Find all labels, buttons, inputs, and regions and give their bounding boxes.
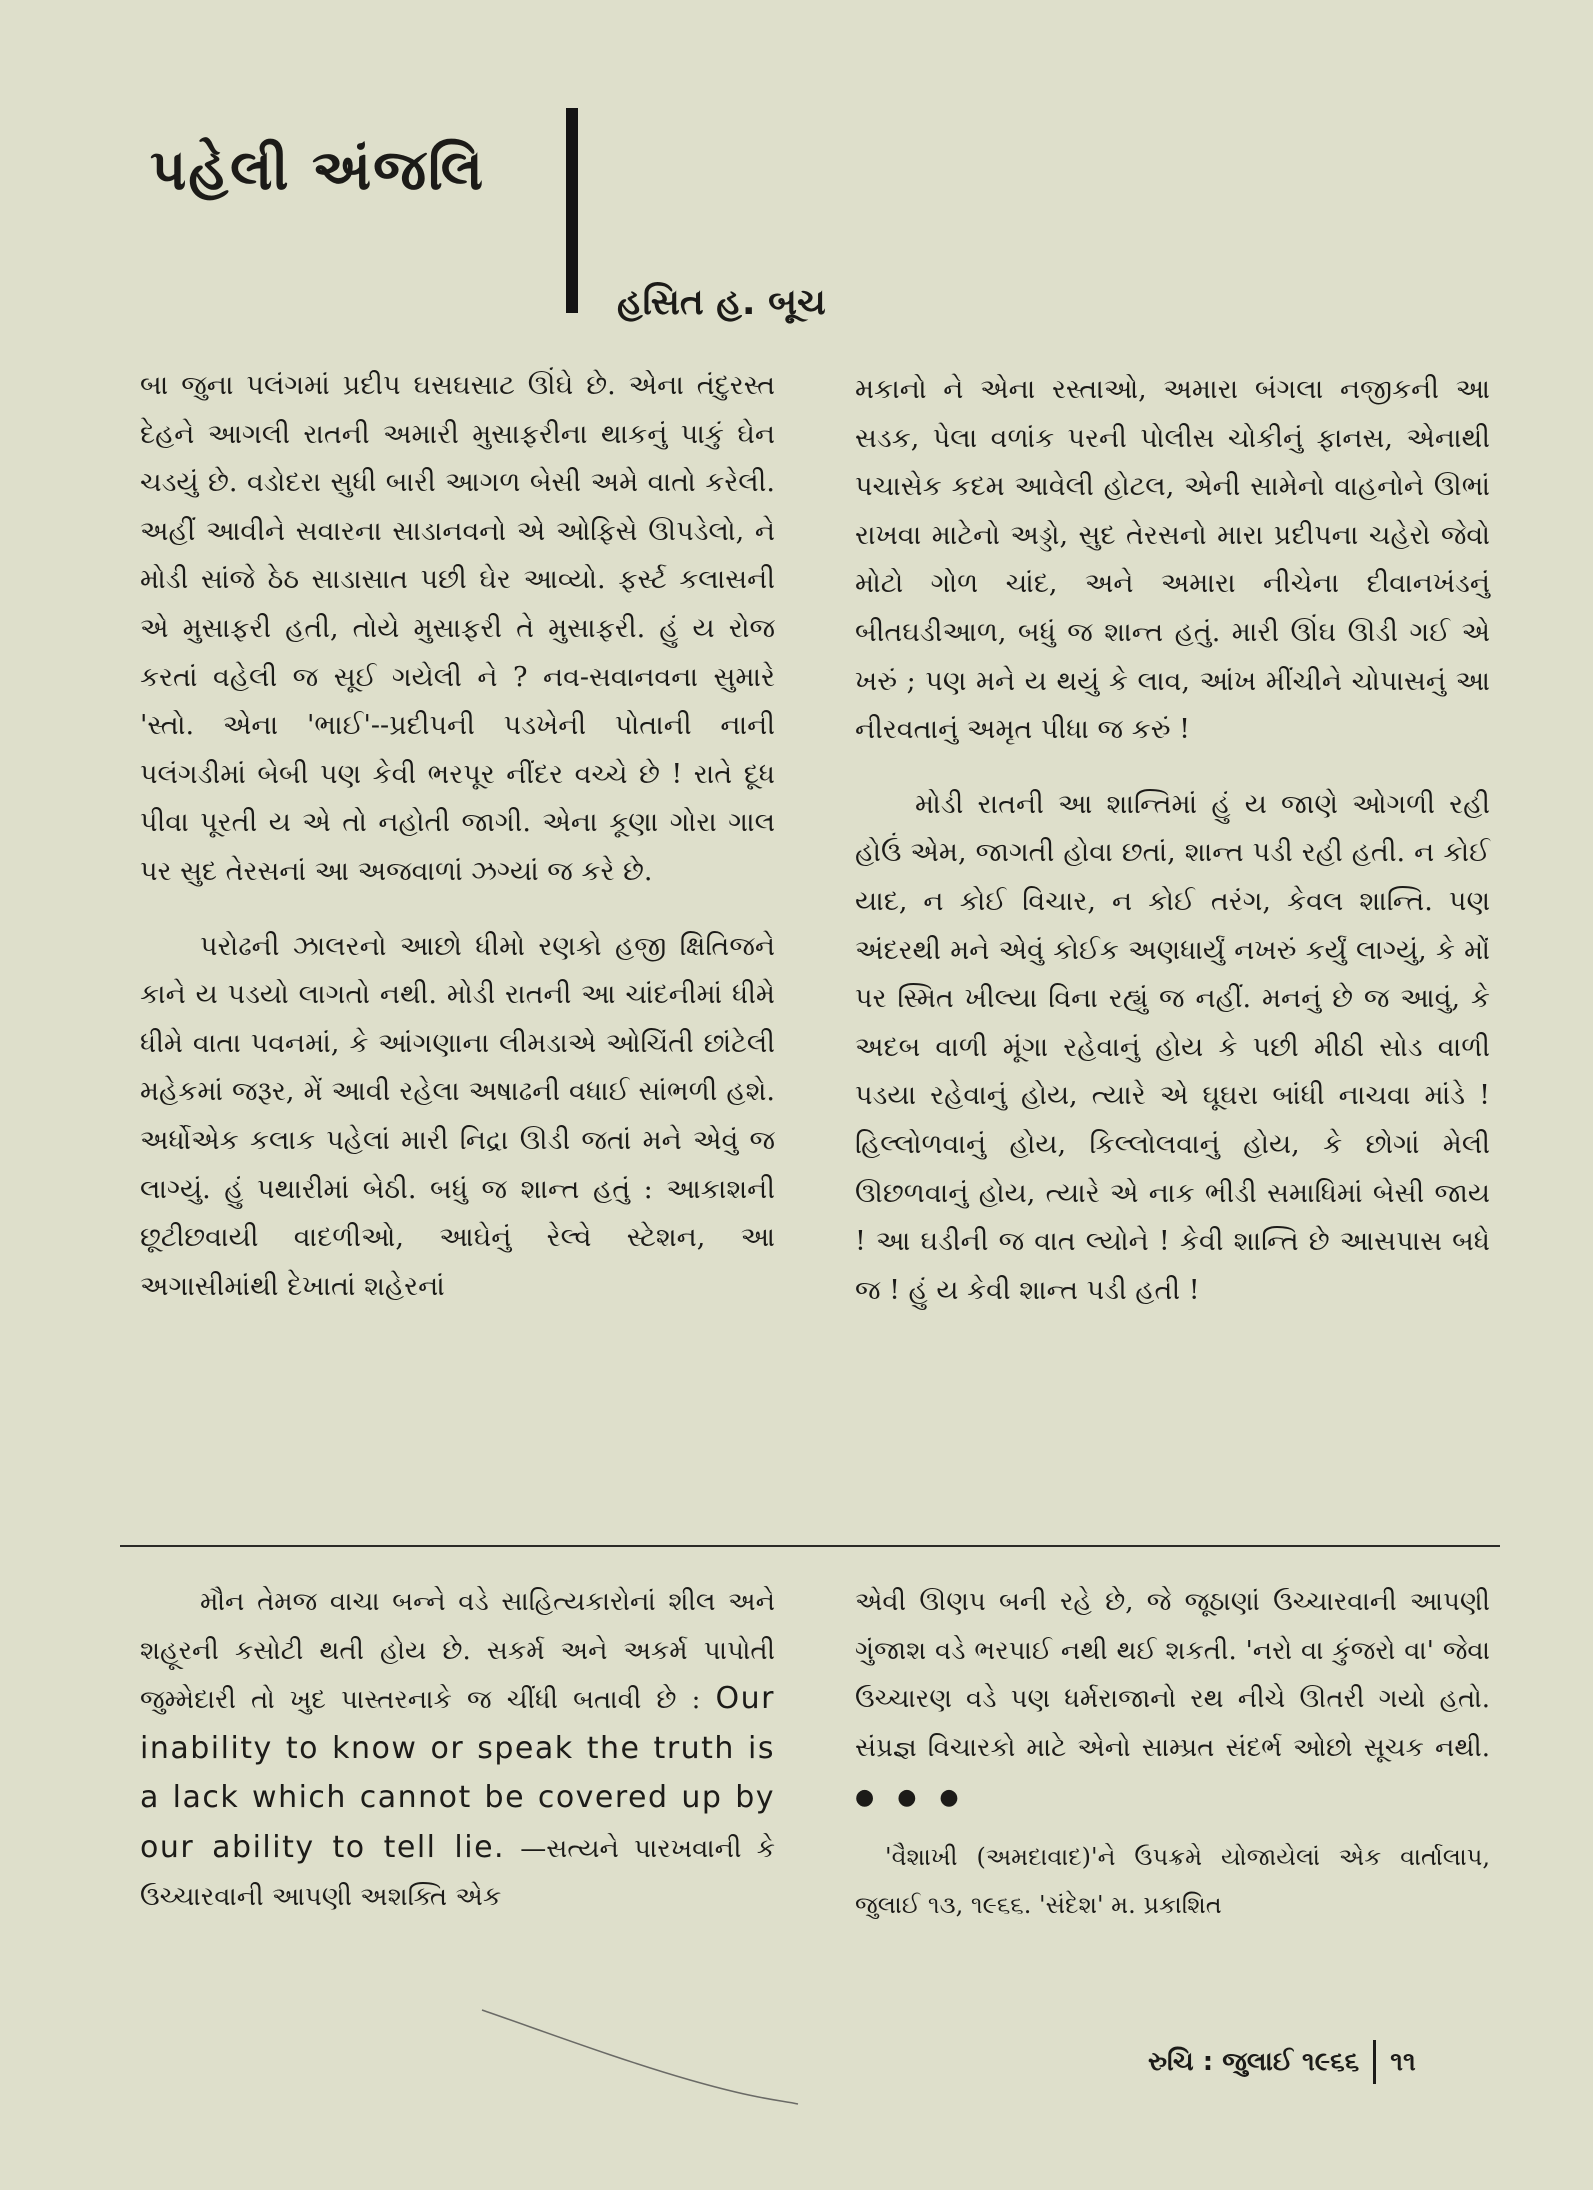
article-paragraph-4: મોડી રાતની આ શાન્તિમાં હું ય જાણે ઓગળી રહી હોઉં એમ, જાગતી હોવા છતાં, શાન્ત પડી રહી હતી. ન કોઈ યાદ, ન કોઈ વિચાર, ન કોઈ તરંગ, કેવલ શાન્તિ. પણ અંદરથી મને એવું કોઈક અણધાર્યું નખરું કર્યું લાગ્યું, કે મોં પર સ્મિત ખીલ્યા વિના રહ્યું જ નહીં. મનનું છે જ આવું, કે અદબ વાળી મૂંગા રહેવાનું હોય કે પછી મીઠી સોડ વાળી પડયા રહેવાનું હોય, ત્યારે એ ઘૂઘરા બાંધી નાચવા માંડે ! હિલ્લોળવાનું હોય, કિલ્લોલવાનું હોય, કે છોગાં મેલી ઊછળવાનું હોય, ત્યારે એ નાક ભીડી સમાધિમાં બેસી જાય ! આ ઘડીની જ વાત લ્યોને ! કેવી શાન્તિ છે આસપાસ બધે જ ! હું ય કેવી શાન્ત પડી હતી ! — [855, 788, 1490, 1306]
quote-paragraph — [140, 1578, 775, 1922]
title-vertical-rule — [566, 108, 578, 313]
footer-separator — [1373, 2040, 1376, 2084]
article-title: પહેલી અંજલિ — [150, 138, 486, 203]
quote-continuation — [855, 1578, 1490, 1823]
pencil-mark — [480, 2000, 800, 2110]
article-paragraph-2: પરોઢની ઝાલરનો આછો ધીમો રણકો હજી ક્ષિતિજને કાને ય પડયો લાગતો નથી. મોડી રાતની આ ચાંદનીમાં ધીમે ધીમે વાતા પવનમાં, કે આંગણાના લીમડાએ ઓચિંતી છાંટેલી મહેકમાં જરૂર, મેં આવી રહેલા અષાઢની વધાઈ સાંભળી હશે. અર્ધોએક કલાક પહેલાં મારી નિદ્રા ઊડી જતાં મને એવું જ લાગ્યું. હું પથારીમાં બેઠી. બધું જ શાન્ત હતું : આકાશની છૂટીછવાયી વાદળીઓ, આઘેનું રેલ્વે સ્ટેશન, આ અગાસીમાંથી દેખાતાં શહેરનાં — [140, 930, 775, 1302]
quote-column-right — [855, 1578, 1490, 1939]
article-column-left — [140, 362, 775, 1337]
page-footer — [1148, 2040, 1416, 2084]
quote-gujarati-translation: —સત્યને પારખવાની કે ઉચ્ચારવાની આપણી અશક્તિ એક — [140, 1833, 775, 1912]
quote-column-left — [140, 1578, 775, 1948]
section-divider — [120, 1545, 1500, 1547]
source-note: 'વૈશાખી (અમદાવાદ)'ને ઉપક્રમે યોજાયેલાં એક વાર્તાલાપ, જુલાઈ ૧૩, ૧૯૬૬. 'સંદેશ' મ. પ્રકાશિત — [855, 1842, 1490, 1919]
quote-gujarati-intro: મૌન તેમજ વાચા બન્ને વડે સાહિત્યકારોનાં શીલ અને શહૂરની કસોટી થતી હોય છે. સકર્મ અને અકર્મ પાપોતી જુમ્મેદારી તો ખુદ પાસ્તરનાકે જ ચીંધી બતાવી છે : — [140, 1587, 775, 1715]
end-dots: ● ● ● — [855, 1785, 967, 1810]
footer-magazine-date: રુચિ : જુલાઈ ૧૯૬૬ — [1148, 2046, 1360, 2077]
article-column-right — [855, 366, 1490, 1341]
quote-continuation-text: એવી ઊણપ બની રહે છે, જે જૂઠાણાં ઉચ્ચારવાની આપણી ગુંજાશ વડે ભરપાઈ નથી થઈ શકતી. 'નરો વા કુંજરો વા' જેવા ઉચ્ચારણ વડે પણ ધર્મરાજાનો રથ નીચે ઊતરી ગયો હતો. સંપ્રજ્ઞ વિચારકો માટે એનો સામ્પ્રત સંદર્ભ ઓછો સૂચક નથી. — [855, 1587, 1490, 1763]
article-author: હસિત હ. બૂચ — [617, 282, 826, 323]
article-paragraph-1: બા જુના પલંગમાં પ્રદીપ ઘસઘસાટ ઊંઘે છે. એના તંદુરસ્ત દેહને આગલી રાતની અમારી મુસાફરીના થાકનું પાકું ઘેન ચડયું છે. વડોદરા સુધી બારી આગળ બેસી અમે વાતો કરેલી. અહીં આવીને સવારના સાડાનવનો એ ઓફિસે ઊપડેલો, ને મોડી સાંજે ઠેઠ સાડાસાત પછી ઘેર આવ્યો. ફર્સ્ટ કલાસની એ મુસાફરી હતી, તોયે મુસાફરી તે મુસાફરી. હું ય રોજ કરતાં વહેલી જ સૂઈ ગયેલી ને ? નવ-સવાનવના સુમારે 'સ્તો. એના 'ભાઈ'--પ્રદીપની પડખેની પોતાની નાની પલંગડીમાં બેબી પણ કેવી ભરપૂર નીંદર વચ્ચે છે ! રાતે દૂધ પીવા પૂરતી ય એ તો નહોતી જાગી. એના કૂણા ગોરા ગાલ પર સુદ તેરસનાં આ અજવાળાં ઝગ્યાં જ કરે છે. — [140, 370, 775, 887]
quote-english: Our inability to know or speak the truth is a lack which cannot be covered up by our ability to tell lie. — [140, 1681, 775, 1865]
page-number: ૧૧ — [1390, 2046, 1416, 2077]
article-paragraph-3: મકાનો ને એના રસ્તાઓ, અમારા બંગલા નજીકની આ સડક, પેલા વળાંક પરની પોલીસ ચોકીનું ફાનસ, એનાથી પચાસેક કદમ આવેલી હોટલ, એની સામેનો વાહનોને ઊભાં રાખવા માટેનો અડ્ડો, સુદ તેરસનો મારા પ્રદીપના ચહેરો જેવો મોટો ગોળ ચાંદ, અને અમારા નીચેના દીવાનખંડનું બીતઘડીઆળ, બધું જ શાન્ત હતું. મારી ઊંઘ ઊડી ગઈ એ ખરું ; પણ મને ય થયું કે લાવ, આંખ મીંચીને ચોપાસનું આ નીરવતાનું અમૃત પીધા જ કરું ! — [855, 374, 1490, 746]
